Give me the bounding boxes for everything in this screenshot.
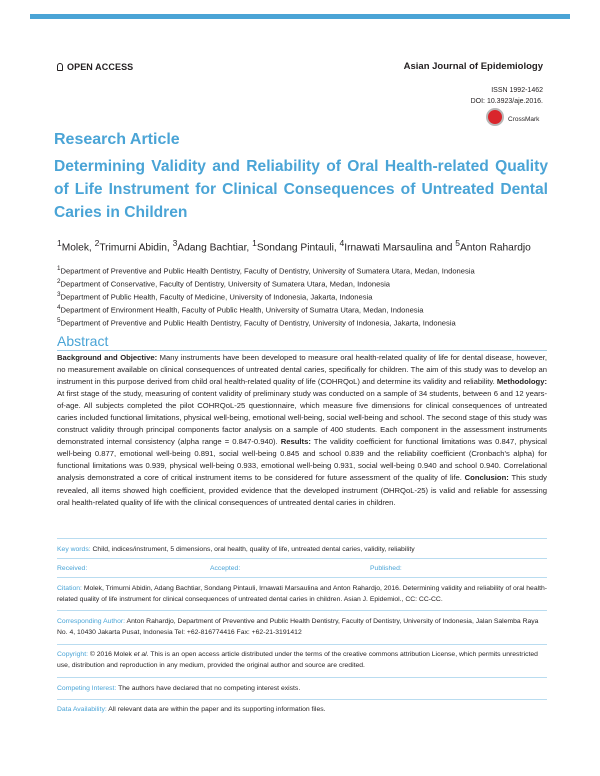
divider	[57, 699, 547, 700]
author-list: $^1$Molek, $^2$Trimurni Abidin, $^3$Adang Bachtiar, $^1$Sondang Pintauli, $^4$Irnawati Marsaulina and $^5$Anton Rahardjo	[57, 238, 531, 254]
received-label: Received:	[57, 565, 88, 572]
abstract-body: Background and Objective: Many instruments have been developed to measure oral health-related quality of life for dental disease, however, no measurement available on clinical consequences of untreated dental caries, specifically for children. The aim of this study was to develop an instrument in this purpose derived from child oral health-related quality of life (COHRQoL) and determine its validity and reliability. Methodology: At first stage of the study, measuring of content validity of preliminary study was conducted on a sample of 34 students, between 6 and 12 years-of-age. All subjects completed the pilot COHRQoL-25 questionnaire, which measure five dimensions for clinical consequences of untreated caries included functional limitations, physical well-being, emotional well-being, social well-being and school. The second stage of this study was construct validity through principal components factor analysis on a sample of 400 students. Each component in the assessment instruments demonstrated internal consistency (alpha range = 0.847-0.940). Results: The validity coefficient for functional limitations was 0.847, physical well-being 0.877, emotional well-being 0.891, social well-being 0.845 and school 0.839 and the reliability coefficient (Cronbach's alpha) for functional limitations was 0.939, physical well-being 0.933, emotional well-being 0.931, social well-being 0.940 and school 0.940. Correlational analysis demonstrated a core of critical instrument items to be considered for future assessment of the quality of life. Conclusion: This study revealed, all items showed high coefficient, provided evidence that the developed instrument (OHRQoL-25) is valid and reliable for assessing oral health-related quality of life with the clinical consequences of untreated dental caries in children.	[57, 353, 547, 507]
crossmark-badge[interactable]	[486, 108, 540, 130]
article-title: Determining Validity and Reliability of Oral Health-related Quality of Life Instrument for Clinical Consequences of Untreated Dental Caries in Children	[54, 158, 548, 221]
affiliation: $^1$Department of Preventive and Public Health Dentistry, Faculty of Dentistry, University of Sumatera Utara, Medan, Indonesia	[57, 265, 475, 276]
crossmark-icon	[486, 108, 504, 126]
copyright: Copyright: © 2016 Molek et al. This is an open access article distributed under the terms of the creative commons attribution License, which permits unrestricted use, distribution and reproduction in any medium, provided the original author and source are credited.	[57, 651, 538, 669]
issn-doi-block	[471, 85, 543, 107]
open-access-badge	[57, 62, 133, 72]
divider	[57, 538, 547, 539]
affiliation: $^4$Department of Environment Health, Faculty of Public Health, University of Sumatra Utara, Medan, Indonesia	[57, 304, 424, 315]
abstract-divider	[57, 350, 547, 351]
issn: ISSN 1992-1462	[491, 87, 543, 94]
crossmark-label: CrossMark	[508, 116, 540, 123]
affiliation: $^2$Department of Conservative, Faculty of Dentistry, University of Sumatera Utara, Medan, Indonesia	[57, 278, 391, 289]
divider	[57, 677, 547, 678]
doi: DOI: 10.3923/aje.2016.	[470, 98, 543, 105]
author-name: Trimurni Abidin	[99, 242, 167, 254]
author-name: Anton Rahardjo	[460, 242, 531, 254]
divider	[57, 644, 547, 645]
competing-interest: Competing Interest: The authors have declared that no competing interest exists.	[57, 685, 301, 692]
citation: Citation: Molek, Trimurni Abidin, Adang Bachtiar, Sondang Pintauli, Irnawati Marsaulina and Anton Rahardjo, 2016. Determining validity and reliability of oral health-related quality of life instrument for clinical consequences of untreated dental caries in children. Asian J. Epidemiol., CC: CC-CC.	[57, 585, 548, 603]
accepted-label: Accepted:	[210, 565, 241, 572]
keywords: Key words: Child, indices/instrument, 5 dimensions, oral health, quality of life, untreated dental caries, validity, reliability	[57, 546, 415, 553]
author-name: Sondang Pintauli	[256, 242, 334, 254]
affiliation: $^5$Department of Preventive and Public Health Dentistry, Faculty of Dentistry, University of Indonesia, Jakarta, Indonesia	[57, 317, 456, 328]
abstract-heading: Abstract	[57, 333, 109, 349]
header-accent-bar	[30, 14, 570, 19]
author-name: Molek	[61, 242, 89, 254]
data-availability: Data Availability: All relevant data are within the paper and its supporting information files.	[57, 706, 326, 713]
open-access-label: OPEN ACCESS	[67, 62, 134, 72]
affiliation: $^3$Department of Public Health, Faculty of Medicine, University of Indonesia, Jakarta, Indonesia	[57, 291, 373, 302]
open-lock-icon	[57, 63, 63, 71]
divider	[57, 558, 547, 559]
divider	[57, 577, 547, 578]
corresponding-author: Corresponding Author: Anton Rahardjo, Department of Preventive and Public Health Dentistry, Faculty of Dentistry, University of Indonesia, Jalan Salemba Raya No. 4, 10430 Jakarta Pusat, Indonesia Tel: +62-816774416 Fax: +62-21-3191412	[57, 618, 539, 636]
article-type: Research Article	[54, 131, 180, 148]
journal-name: Asian Journal of Epidemiology	[403, 61, 543, 72]
author-name: Adang Bachtiar	[177, 242, 247, 254]
author-name: Irnawati Marsaulina	[344, 242, 433, 254]
published-label: Published:	[370, 565, 402, 572]
divider	[57, 610, 547, 611]
